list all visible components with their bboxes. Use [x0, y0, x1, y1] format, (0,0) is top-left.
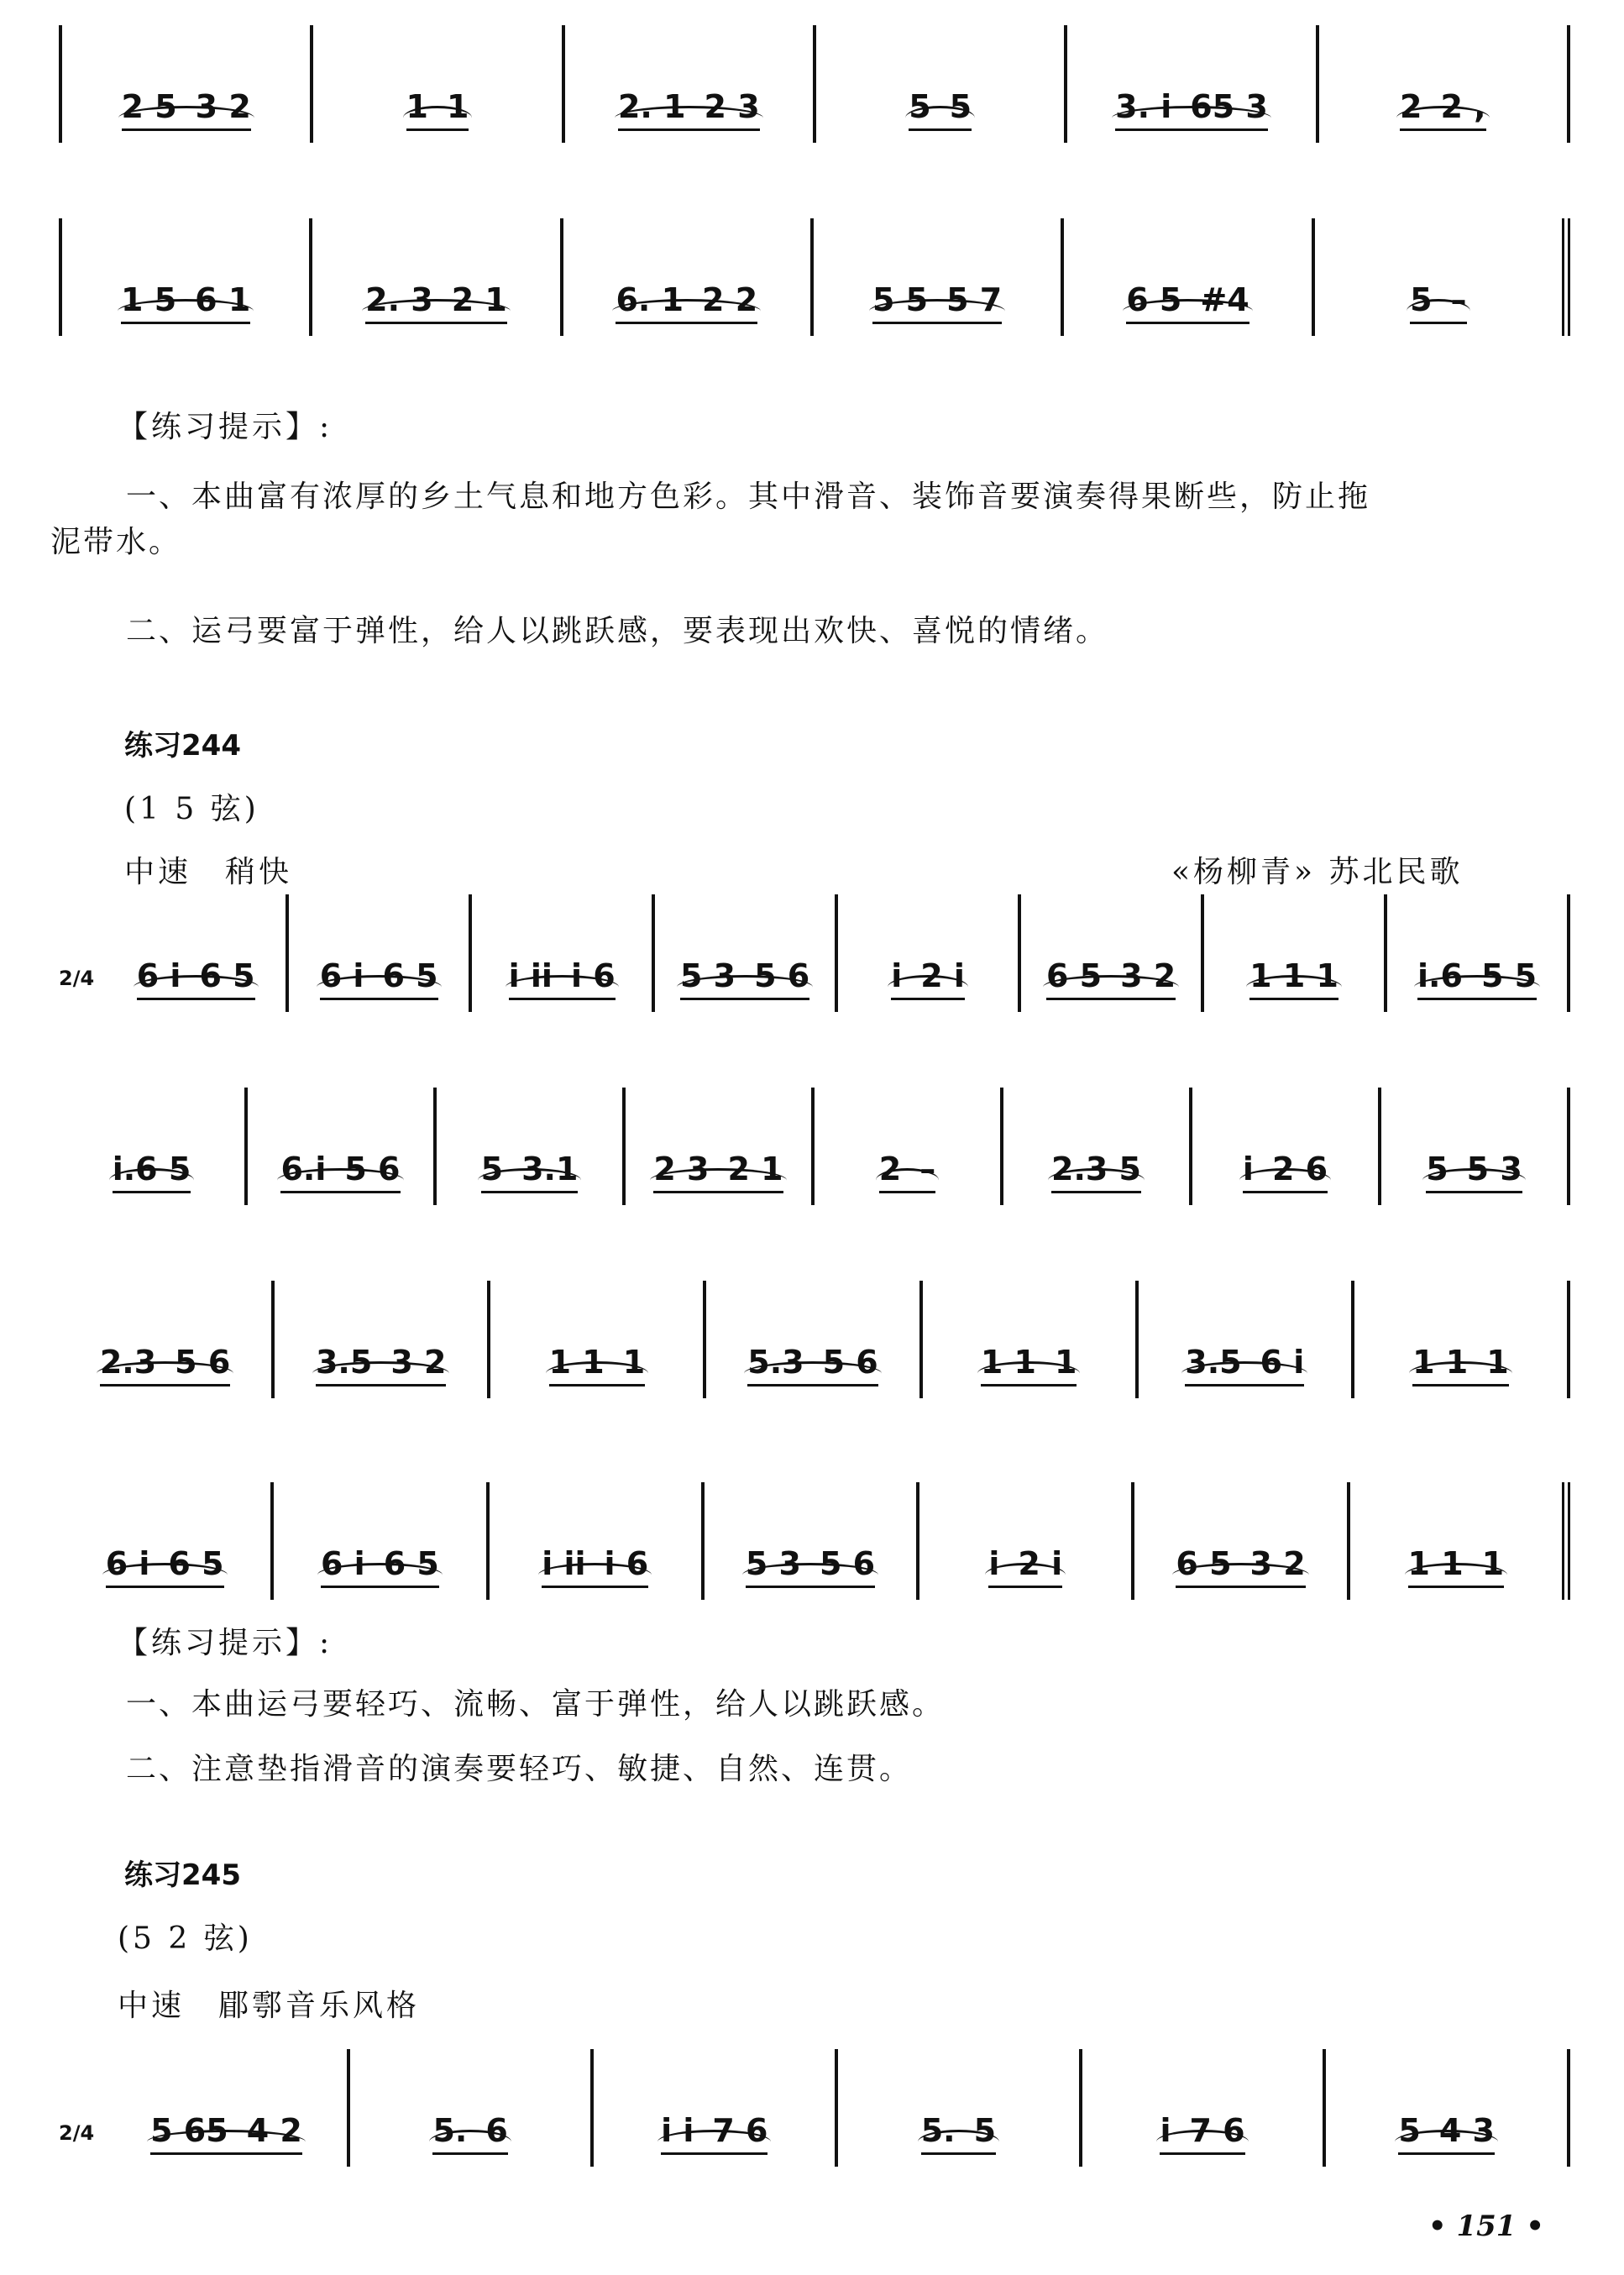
exercise-244-tempo: 中速 稍快 — [124, 855, 293, 889]
note: 7 6 — [712, 2112, 768, 2149]
note-group — [1249, 957, 1338, 1012]
note: 2 , — [1440, 88, 1486, 125]
note-group — [319, 957, 438, 1012]
note-group — [1400, 88, 1486, 143]
note: 5 5 — [872, 281, 929, 318]
note: 6 i — [1260, 1344, 1305, 1381]
note: 2.3 — [99, 1344, 157, 1381]
note: i ii — [542, 1545, 586, 1582]
note: 3 2 — [390, 1344, 447, 1381]
measure — [1082, 2049, 1327, 2167]
measure — [1326, 2049, 1570, 2167]
measure — [655, 894, 838, 1012]
measure — [275, 1281, 490, 1398]
measure — [816, 25, 1067, 143]
note-group — [745, 1545, 876, 1600]
measure — [248, 1088, 437, 1205]
note: 5. — [432, 2112, 468, 2149]
note-group — [105, 1545, 224, 1600]
note: 1 1 1 — [1249, 957, 1338, 994]
note: 5 5 — [1480, 957, 1538, 994]
note: 6 5 — [1176, 1545, 1232, 1582]
tips-heading-2: 【练习提示】: — [118, 1626, 333, 1660]
measure — [815, 1088, 1003, 1205]
note: 5. — [920, 2112, 956, 2149]
note: 2 i — [1018, 1545, 1063, 1582]
note-group — [988, 1545, 1063, 1600]
note: 5 — [1410, 281, 1433, 318]
note: – — [1450, 281, 1467, 318]
note: 3. i — [1115, 88, 1172, 125]
note: 4 3 — [1438, 2112, 1495, 2149]
note-group — [136, 957, 255, 1012]
note: 3 2 — [1120, 957, 1176, 994]
measure — [705, 1482, 919, 1600]
measure — [1067, 25, 1318, 143]
measure — [838, 894, 1021, 1012]
note: 6 5 — [168, 1545, 224, 1582]
measure — [312, 218, 563, 336]
note: 2 6 — [1271, 1151, 1328, 1187]
exercise-245-strings: (5 2 弦) — [118, 1921, 253, 1956]
measure — [59, 1281, 275, 1398]
note: 6 5 — [1045, 957, 1103, 994]
tips-1-line-1-cont: 泥带水。 — [50, 525, 182, 559]
note: 5 — [973, 2112, 997, 2149]
measure — [626, 1088, 815, 1205]
note: 5 6 — [822, 1344, 878, 1381]
note: 5.3 — [747, 1344, 804, 1381]
measure — [289, 894, 472, 1012]
note: 2.3 5 — [1051, 1151, 1141, 1187]
exercise-245-tempo: 中速 郿鄠音乐风格 — [118, 1989, 421, 2023]
note-group — [1398, 2112, 1495, 2167]
staff-row-4 — [59, 1088, 1570, 1205]
note: 6 i — [136, 957, 181, 994]
note: 6 — [485, 2112, 508, 2149]
measure — [594, 2049, 838, 2167]
staff-row-2 — [59, 218, 1570, 336]
note-group — [321, 1545, 439, 1600]
note-group — [879, 1153, 935, 1205]
note-group — [432, 2112, 508, 2167]
measure — [59, 1088, 248, 1205]
tips-2-line-2: 二、注意垫指滑音的演奏要轻巧、敏捷、自然、连贯。 — [126, 1752, 913, 1786]
note: 2 — [878, 1151, 902, 1187]
staff-row-6 — [59, 1482, 1570, 1600]
measure — [490, 1482, 705, 1600]
note: 1 — [1481, 1545, 1505, 1582]
note: 1 — [446, 88, 469, 125]
note: 5 7 — [946, 281, 1003, 318]
note: 2 i — [920, 957, 965, 994]
measure — [706, 1281, 922, 1398]
measure — [59, 1482, 274, 1600]
note: 3 2 — [195, 88, 251, 125]
note-group — [1185, 1346, 1304, 1398]
note: 1 1 — [1407, 1545, 1464, 1582]
note: 2 — [1400, 88, 1422, 125]
measure — [1319, 25, 1570, 143]
measure — [838, 2049, 1082, 2167]
note: 5 — [1398, 2112, 1421, 2149]
note-group — [150, 2112, 302, 2167]
measure — [1387, 894, 1570, 1012]
measure — [313, 25, 564, 143]
measure — [472, 894, 655, 1012]
note: 1 1 — [980, 1344, 1036, 1381]
measure — [1003, 1088, 1192, 1205]
note-group — [747, 1346, 877, 1398]
measure — [1204, 894, 1387, 1012]
measure — [1354, 1281, 1570, 1398]
measure — [923, 1281, 1139, 1398]
measure — [1192, 1088, 1381, 1205]
note: 6 1 — [195, 281, 251, 318]
note: 1 — [1054, 1344, 1077, 1381]
note-group — [121, 88, 251, 143]
staff-row-7 — [59, 2049, 1570, 2167]
note: 5 — [480, 1151, 504, 1187]
note: 7 6 — [1189, 2112, 1245, 2149]
note: i ii — [508, 957, 553, 994]
note: 6 5 — [383, 1545, 439, 1582]
note-group — [1417, 957, 1538, 1012]
note: 3.5 — [1185, 1344, 1242, 1381]
note: i — [988, 1545, 1000, 1582]
note: #4 — [1200, 281, 1249, 318]
exercise-244-title: 练习244 — [124, 729, 241, 763]
note-group — [365, 281, 507, 336]
note-group — [1407, 1545, 1505, 1600]
note: 6 5 — [199, 957, 255, 994]
note: 5 — [909, 88, 931, 125]
note: 4 2 — [246, 2112, 302, 2149]
note: 2. 1 — [617, 88, 686, 125]
note: 5 — [1426, 1151, 1449, 1187]
tips-1-line-1-text: 一、本曲富有浓厚的乡土气息和地方色彩。其中滑音、装饰音要演奏得果断些，防止拖 — [126, 480, 1371, 514]
note: 1 1 — [1412, 1344, 1469, 1381]
note: i i — [661, 2112, 694, 2149]
exercise-245-title: 练习245 — [124, 1858, 241, 1892]
note: 1 1 — [548, 1344, 605, 1381]
note: 5 3 — [1466, 1151, 1522, 1187]
note: 6.i — [280, 1151, 327, 1187]
note-group — [1426, 1153, 1522, 1205]
note-group — [1126, 281, 1249, 336]
measure-final — [1315, 218, 1570, 336]
tips-1-line-2: 二、运弓要富于弹性，给人以跳跃感，要表现出欢快、喜悦的情绪。 — [126, 614, 1109, 648]
note: 5 6 — [175, 1344, 231, 1381]
note: 1 5 — [121, 281, 177, 318]
note-group — [508, 957, 616, 1012]
note-group — [1412, 1346, 1509, 1398]
note-group — [617, 88, 760, 143]
note: 5 3 — [745, 1545, 801, 1582]
note: 1 — [622, 1344, 646, 1381]
note: 2 5 — [121, 88, 177, 125]
note: i 6 — [570, 957, 616, 994]
note-group — [1243, 1153, 1328, 1205]
measure — [563, 218, 814, 336]
note: 1 — [406, 88, 428, 125]
measure — [1021, 894, 1204, 1012]
note-group — [113, 1153, 191, 1205]
tips-2-line-1: 一、本曲运弓要轻巧、流畅、富于弹性，给人以跳跃感。 — [126, 1687, 946, 1722]
exercise-244-strings: (1 5 弦) — [124, 792, 259, 826]
note: 6 i — [319, 957, 364, 994]
note-group — [1115, 88, 1268, 143]
note: 1 — [1486, 1344, 1509, 1381]
note: 5 3 — [679, 957, 736, 994]
note: i 6 — [604, 1545, 649, 1582]
time-signature: 2/4 — [59, 967, 95, 991]
measure-final — [1350, 1482, 1570, 1600]
note-group — [679, 957, 810, 1012]
note-group — [1410, 281, 1467, 336]
measure — [1139, 1281, 1354, 1398]
note: i — [891, 957, 903, 994]
measure — [350, 2049, 595, 2167]
note-group — [981, 1346, 1077, 1398]
note-group — [909, 88, 972, 143]
note-group — [891, 957, 965, 1012]
note: 2 2 — [702, 281, 758, 318]
note: 2 1 — [727, 1151, 783, 1187]
note-group — [616, 281, 758, 336]
note-group — [1045, 957, 1176, 1012]
measure — [814, 218, 1064, 336]
note: 3.5 — [315, 1344, 373, 1381]
note-group — [316, 1346, 446, 1398]
note: 65 3 — [1190, 88, 1268, 125]
page-number: • 151 • — [1428, 2209, 1544, 2243]
exercise-244-source: «杨柳青» 苏北民歌 — [1171, 855, 1464, 889]
note: 5 65 — [150, 2112, 228, 2149]
note: i.6 — [1417, 957, 1463, 994]
note: 2 3 — [653, 1151, 710, 1187]
measure — [1381, 1088, 1570, 1205]
note: i — [1242, 1151, 1254, 1187]
measure — [106, 894, 289, 1012]
note-group — [1160, 2112, 1245, 2167]
measure — [565, 25, 816, 143]
note-group — [406, 88, 469, 143]
note: – — [919, 1151, 936, 1187]
note-group — [542, 1545, 649, 1600]
note: 5 — [949, 88, 972, 125]
staff-row-5 — [59, 1281, 1570, 1398]
measure — [437, 1088, 626, 1205]
measure — [274, 1482, 489, 1600]
note: 2 3 — [704, 88, 760, 125]
measure — [919, 1482, 1134, 1600]
note-group — [872, 281, 1003, 336]
note: 5 6 — [819, 1545, 876, 1582]
note: 5 6 — [344, 1151, 401, 1187]
measure — [1064, 218, 1314, 336]
note: 6 i — [321, 1545, 365, 1582]
note-group — [100, 1346, 230, 1398]
note: i — [1160, 2112, 1171, 2149]
measure — [490, 1281, 706, 1398]
note-group — [1176, 1545, 1306, 1600]
note: 2. 3 — [365, 281, 433, 318]
measure — [59, 25, 313, 143]
note: 6 5 — [382, 957, 438, 994]
staff-row-1 — [59, 25, 1570, 143]
tips-1-line-1 — [50, 474, 1562, 565]
note: 6 5 — [1126, 281, 1182, 318]
staff-row-3 — [59, 894, 1570, 1012]
note-group — [121, 281, 251, 336]
note-group — [920, 2112, 997, 2167]
note-group — [481, 1153, 579, 1205]
note-group — [549, 1346, 646, 1398]
measure — [59, 218, 312, 336]
note: 5 6 — [754, 957, 810, 994]
note-group — [653, 1153, 783, 1205]
note: 3 2 — [1249, 1545, 1306, 1582]
tips-heading-1: 【练习提示】: — [118, 410, 333, 444]
measure — [106, 2049, 350, 2167]
time-signature: 2/4 — [59, 2121, 95, 2146]
measure — [1134, 1482, 1349, 1600]
note: 6. 1 — [616, 281, 684, 318]
note: 3.1 — [521, 1151, 579, 1187]
note-group — [661, 2112, 768, 2167]
note-group — [1051, 1153, 1141, 1205]
note-group — [280, 1153, 400, 1205]
note: 2 1 — [451, 281, 507, 318]
note: i.6 5 — [112, 1151, 191, 1187]
note: 6 i — [105, 1545, 150, 1582]
